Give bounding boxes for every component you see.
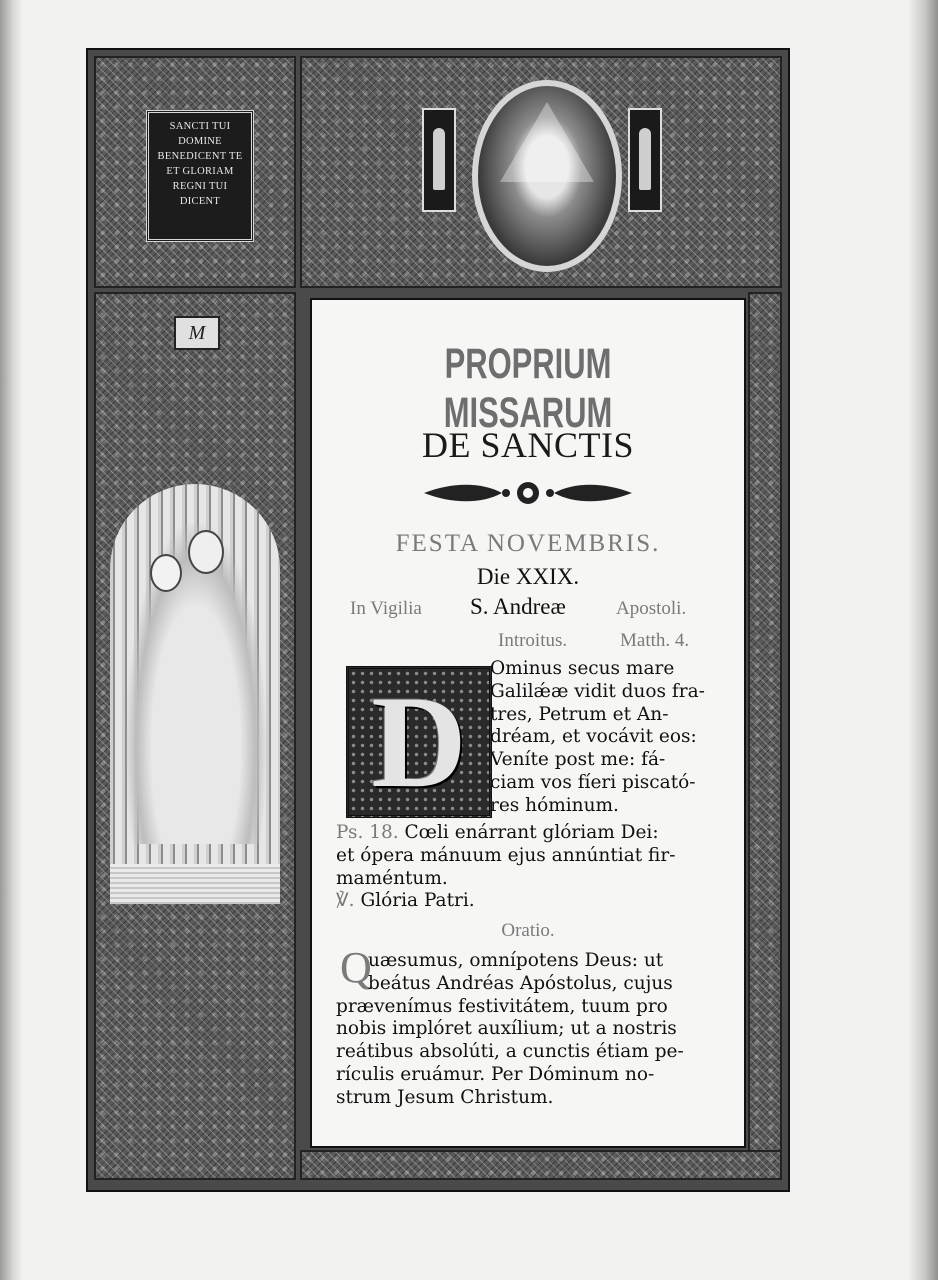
ground-foliage <box>110 864 280 904</box>
introit-line: ciam vos fíeri piscató- <box>490 771 696 793</box>
introit-line: res hóminum. <box>490 794 619 816</box>
introit-label: Introitus. <box>498 630 568 651</box>
oratio-line: reátibus absolúti, a cunctis étiam pe- <box>336 1041 684 1063</box>
oratio-text <box>336 950 684 1110</box>
right-border-ornament <box>748 292 782 1180</box>
introit-line: Galilǽæ vidit duos fra- <box>490 680 705 702</box>
motto-box <box>146 110 254 242</box>
book-binding-left <box>0 0 22 1280</box>
oratio-initial: Q <box>340 943 372 992</box>
book-binding-right <box>908 0 938 1280</box>
top-banner-ornament <box>300 56 782 288</box>
introit-reference: Matth. 4. <box>620 630 690 651</box>
gloria-text: Glória Patri. <box>360 890 475 911</box>
child-head <box>150 554 182 592</box>
bottom-border-ornament <box>300 1150 782 1180</box>
introit-text <box>490 658 705 818</box>
trinity-triangle-icon <box>500 102 594 182</box>
madonna-head <box>188 530 224 574</box>
motto-line: DOMINE <box>178 136 222 147</box>
page-title: PROPRIUM MISSARUM <box>443 340 613 437</box>
introit-line: Ominus secus mare <box>490 658 675 679</box>
motto-line: ET GLORIAM <box>166 166 234 177</box>
introit-line: Veníte post me: fá- <box>490 749 666 771</box>
oratio-line: rículis eruámur. Per Dóminum no- <box>336 1063 655 1085</box>
motto-line: DICENT <box>179 196 221 207</box>
vigil-prefix: In Vigilia <box>350 598 422 619</box>
gloria-patri <box>336 890 475 911</box>
madonna-and-child-figure <box>126 524 266 844</box>
introit-line: tres, Petrum et An- <box>490 703 669 725</box>
vigil-suffix: Apostoli. <box>616 598 687 619</box>
feast-day: Die XXIX. <box>476 564 580 589</box>
divider-ornament-icon <box>422 478 634 508</box>
god-the-father-medallion <box>472 80 622 272</box>
initial-letter: D <box>371 668 467 815</box>
psalm-line-text: Cœli enárrant glóriam Dei: <box>404 822 659 843</box>
motto-panel <box>94 56 296 288</box>
motto-line: SANCTI TUI <box>169 121 231 132</box>
illuminated-initial <box>346 666 492 818</box>
oratio-line: prævenímus festivitátem, tuum pro <box>336 995 668 1017</box>
psalm-reference: Ps. 18. <box>336 822 399 843</box>
oratio-line: strum Jesum Christum. <box>336 1086 554 1108</box>
text-panel <box>310 298 746 1148</box>
oratio-line: nobis implóret auxílium; ut a nostris <box>336 1018 677 1040</box>
ornamental-frame <box>86 48 790 1192</box>
motto-line: REGNI TUI <box>172 181 228 192</box>
versicle-symbol: ℣. <box>336 890 355 911</box>
motto-line: BENEDICENT TE <box>157 151 243 162</box>
saint-name: S. Andreæ <box>470 594 566 619</box>
psalm-line: maméntum. <box>336 867 448 889</box>
page-subtitle: DE SANCTIS <box>421 425 635 465</box>
saint-niche-left <box>422 108 456 212</box>
psalm-line <box>336 822 675 845</box>
madonna-side-panel <box>94 292 296 1180</box>
introit-line: dréam, et vocávit eos: <box>490 726 697 748</box>
saint-niche-right <box>628 108 662 212</box>
oratio-label: Oratio. <box>501 920 555 941</box>
oratio-line: uæsumus, omnípotens Deus: ut <box>368 950 664 971</box>
marian-monogram: M <box>174 316 220 350</box>
oratio-line: beátus Andréas Apóstolus, cujus <box>368 972 673 994</box>
psalm-text <box>336 822 675 890</box>
feast-month: FESTA NOVEMBRIS. <box>395 530 661 557</box>
psalm-line: et ópera mánuum ejus annúntiat fir- <box>336 844 676 866</box>
